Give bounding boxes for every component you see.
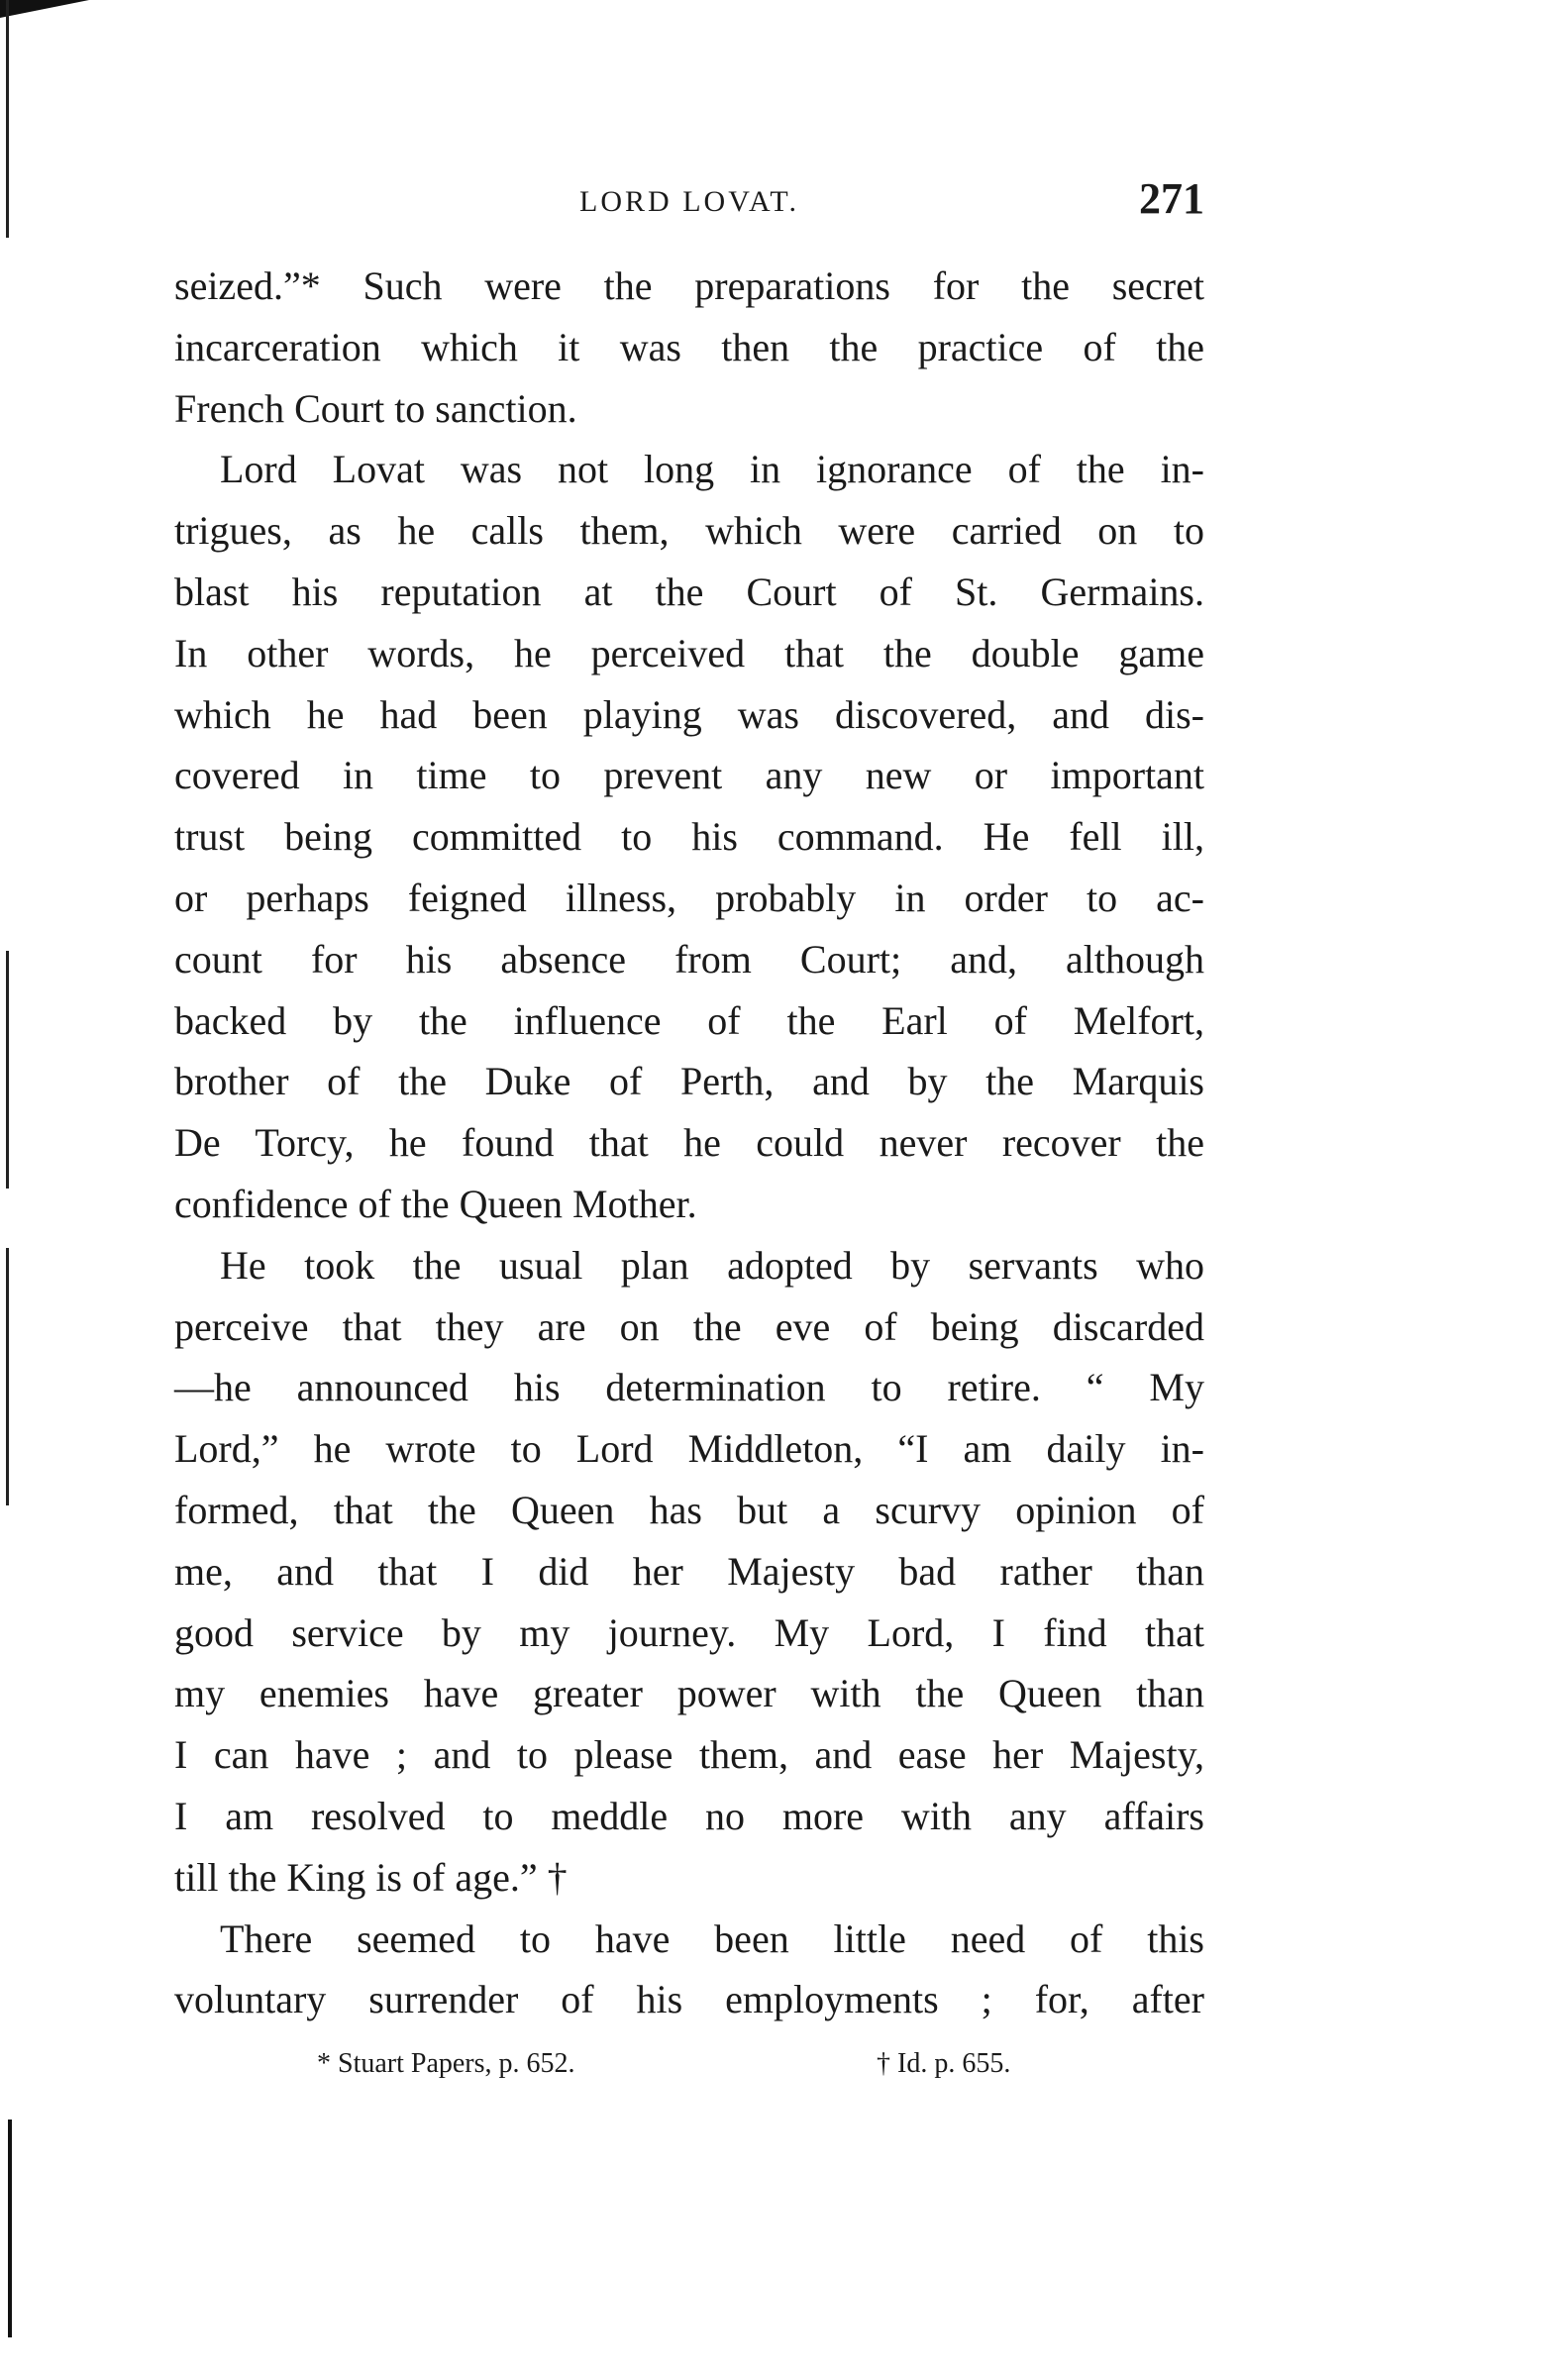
text-line: There seemed to have been little need of this <box>220 1915 1204 1961</box>
text-line: me, and that I did her Majesty bad rather than <box>174 1548 1204 1594</box>
text-line: trust being committed to his command. He fell ill, <box>174 814 1204 860</box>
scan-edge-mark <box>8 2120 12 2337</box>
text-line: blast his reputation at the Court of St. Germains. <box>174 569 1204 614</box>
text-line: confidence of the Queen Mother. <box>174 1181 697 1226</box>
text-line: French Court to sanction. <box>174 385 577 431</box>
text-line: seized.”* Such were the preparations for the secret <box>174 263 1204 308</box>
text-line: De Torcy, he found that he could never recover the <box>174 1120 1204 1166</box>
text-line: He took the usual plan adopted by servants who <box>220 1242 1204 1288</box>
scan-edge-mark <box>6 951 9 1189</box>
text-line: I am resolved to meddle no more with any affairs <box>174 1793 1204 1838</box>
text-line: or perhaps feigned illness, probably in order to ac- <box>174 875 1204 920</box>
text-line: formed, that the Queen has but a scurvy opinion of <box>174 1487 1204 1532</box>
text-line: Lord Lovat was not long in ignorance of the in- <box>220 447 1204 492</box>
text-line: incarceration which it was then the practice of the <box>174 324 1204 369</box>
text-line: count for his absence from Court; and, although <box>174 936 1204 982</box>
text-line: In other words, he perceived that the double game <box>174 630 1204 675</box>
text-line: Lord,” he wrote to Lord Middleton, “I am daily in- <box>174 1426 1204 1472</box>
scan-edge-mark <box>6 0 9 238</box>
text-line: covered in time to prevent any new or important <box>174 753 1204 798</box>
body-text <box>174 256 1204 2030</box>
text-line: backed by the influence of the Earl of Melfort, <box>174 997 1204 1043</box>
text-line: perceive that they are on the eve of being discarded <box>174 1303 1204 1349</box>
footnote: † Id. p. 655. <box>877 2048 1011 2079</box>
text-line: which he had been playing was discovered, and dis- <box>174 691 1204 737</box>
page-number: 271 <box>1139 174 1204 223</box>
page-header <box>174 173 1204 233</box>
text-line: trigues, as he calls them, which were carried on to <box>174 508 1204 554</box>
scan-edge-mark <box>6 1248 9 1505</box>
text-line: —he announced his determination to retire. “ My <box>174 1365 1204 1410</box>
footnotes <box>317 2048 1109 2080</box>
running-title: LORD LOVAT. <box>579 185 799 218</box>
text-line: voluntary surrender of his employments ; for, after <box>174 1977 1204 2022</box>
scan-corner-mark <box>0 0 89 18</box>
text-line: good service by my journey. My Lord, I find that <box>174 1609 1204 1655</box>
footnote: * Stuart Papers, p. 652. <box>317 2048 575 2079</box>
text-line: my enemies have greater power with the Queen than <box>174 1671 1204 1716</box>
text-line: till the King is of age.” † <box>174 1854 568 1900</box>
text-line: I can have ; and to please them, and ease her Majesty, <box>174 1732 1204 1778</box>
text-line: brother of the Duke of Perth, and by the Marquis <box>174 1059 1204 1104</box>
